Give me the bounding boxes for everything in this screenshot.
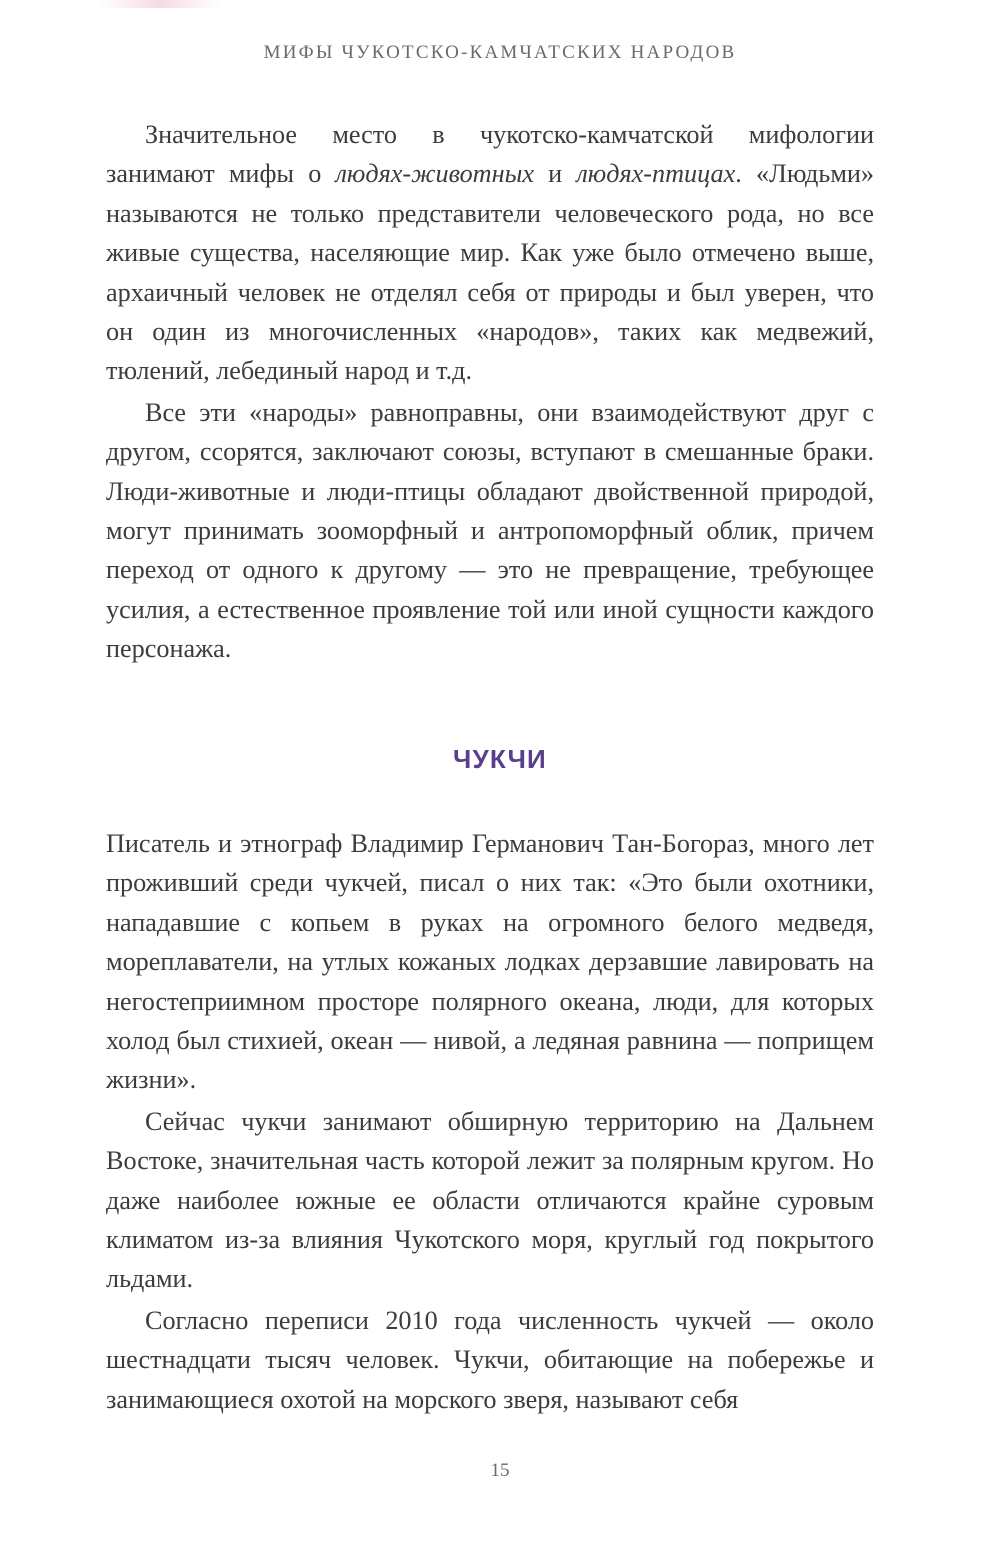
- section-heading: ЧУКЧИ: [453, 744, 547, 774]
- section-text-block: [106, 824, 874, 1419]
- section-paragraph-2: Сейчас чукчи занимают обширную территорию на Дальнем Востоке, значительная часть которой лежит за полярным кругом. Но даже наиболее южные ее области отличаются крайне суровым климатом из-за влияния Чукотского моря, круглый год покрытого льдами.: [106, 1106, 874, 1294]
- section-paragraph-3: Согласно переписи 2010 года численность чукчей — около шестнадцати тысяч человек. Чукчи, обитающие на побережье и занимающиеся охотой на морского зверя, называют себя: [106, 1305, 874, 1414]
- top-edge-decoration: [100, 0, 220, 8]
- intro-paragraph-1: [106, 115, 874, 391]
- intro-paragraph-2: Все эти «народы» равноправны, они взаимодействуют друг с другом, ссорятся, заключают союзы, вступают в смешанные браки. Люди-животные и люди-птицы обладают двойственной природой, могут принимать зооморфный и антропоморфный облик, причем переход от одного к другому — это не превращение, требующее усилия, а естественное проявление той или иной сущности каждого персонажа.: [106, 397, 874, 664]
- intro-p1-italic-animals: людях-животных: [335, 159, 534, 189]
- section-paragraph-1: Писатель и этнограф Владимир Германович Тан-Богораз, много лет проживший среди чукчей, писал о них так: «Это были охотники, нападавшие с копьем в руках на огромного белого медведя, мореплаватели, на утлых кожаных лодках дерзавшие лавировать на негостеприимном просторе полярного океана, люди, для которых холод был стихией, океан — нивой, а ледяная равнина — поприщем жизни».: [106, 829, 874, 1095]
- page-number: 15: [490, 1460, 510, 1481]
- intro-text-block: [106, 115, 874, 669]
- intro-p1-text-b: и: [533, 159, 577, 189]
- running-head: МИФЫ ЧУКОТСКО-КАМЧАТСКИХ НАРОДОВ: [263, 42, 737, 63]
- intro-p1-text-a: Значительное место в чукотско-камчатской мифологии занимают мифы о: [106, 120, 874, 189]
- intro-p1-text-c: . «Людьми» называются не только представители человеческого рода, но все живые существа, населяющие мир. Как уже было отмечено выше, архаичный человек не отделял себя от природы и был уверен, что он один из многочисленных «народов», таких как медвежий, тюлений, лебединый народ и т.д.: [106, 159, 874, 386]
- intro-p1-italic-birds: людях-птицах: [576, 159, 736, 189]
